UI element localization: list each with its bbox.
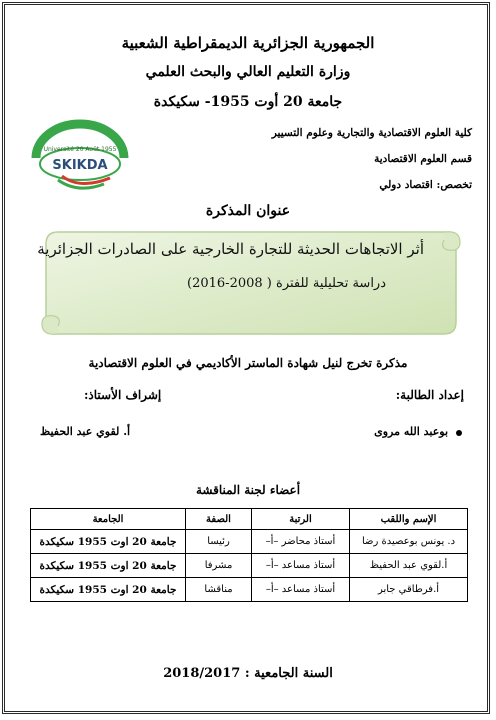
- member-role: مناقشا: [186, 578, 252, 602]
- student-name: بوعبد الله مروى: [374, 425, 448, 438]
- memo-subtitle: دراسة تحليلية للفترة ( 2008-2016): [187, 276, 386, 291]
- logo-name-text: SKIKDA: [52, 158, 108, 173]
- header-rank: الرتبة: [252, 509, 350, 530]
- member-rank: أستاذ محاضر –أ–: [252, 530, 350, 554]
- member-name: أ.لقوي عبد الحفيظ: [350, 554, 468, 578]
- jury-header-row: [31, 509, 468, 530]
- table-row: [31, 554, 468, 578]
- member-university: جامعة 20 اوت 1955 سكيكدة: [31, 578, 186, 602]
- table-row: [31, 578, 468, 602]
- member-role: رئيسا: [186, 530, 252, 554]
- academic-year: السنة الجامعية : 2018/2017: [163, 666, 333, 681]
- jury-table: [30, 508, 468, 602]
- ministry-heading: وزارة التعليم العالي والبحث العلمي: [145, 64, 351, 80]
- member-name: د. يونس بوعصيدة رضا: [350, 530, 468, 554]
- memo-title-label: عنوان المذكرة: [205, 203, 291, 219]
- supervisor-label: إشراف الأستاذ:: [84, 388, 162, 402]
- university-logo: [22, 118, 138, 196]
- header-role: الصفة: [186, 509, 252, 530]
- member-university: جامعة 20 اوت 1955 سكيكدة: [31, 530, 186, 554]
- degree-statement: مذكرة تخرج لنيل شهادة الماستر الأكاديمي في العلوم الاقتصادية: [88, 356, 408, 370]
- member-rank: أستاذ مساعد –أ–: [252, 578, 350, 602]
- table-row: [31, 530, 468, 554]
- member-role: مشرفا: [186, 554, 252, 578]
- header-name: الإسم واللقب: [350, 509, 468, 530]
- header-university: الجامعة: [31, 509, 186, 530]
- member-name: أ.فرطاقي جابر: [350, 578, 468, 602]
- faculty-name: كلية العلوم الاقتصادية والتجارية وعلوم التسيير: [271, 127, 472, 139]
- republic-heading: الجمهورية الجزائرية الديمقراطية الشعبية: [121, 34, 375, 52]
- memo-main-title: أثر الاتجاهات الحديثة للتجارة الخارجية على الصادرات الجزائرية: [37, 240, 424, 258]
- jury-title: أعضاء لجنة المناقشة: [195, 483, 301, 497]
- student-bullet: [456, 430, 462, 436]
- specialty-name: تخصص: اقتصاد دولي: [379, 179, 472, 191]
- logo-arc-text: Université 20 Août 1955: [43, 146, 117, 153]
- member-rank: أستاذ مساعد –أ–: [252, 554, 350, 578]
- university-heading: جامعة 20 أوت 1955- سكيكدة: [153, 94, 343, 110]
- member-university: جامعة 20 اوت 1955 سكيكدة: [31, 554, 186, 578]
- department-name: قسم العلوم الاقتصادية: [374, 153, 472, 165]
- prepared-by-label: إعداد الطالبة:: [395, 388, 464, 402]
- supervisor-name: أ. لقوي عبد الحفيظ: [40, 425, 131, 438]
